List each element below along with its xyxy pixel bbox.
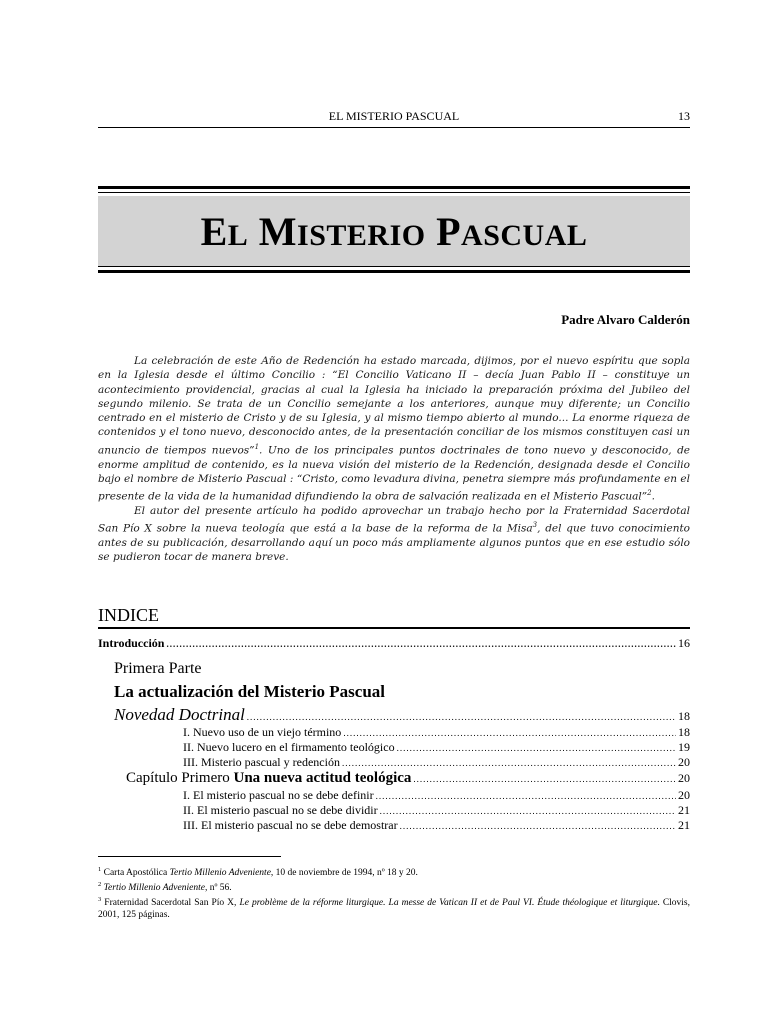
index-rule [98,627,690,629]
footnote-1: $^1$ Carta Apostólica Tertio Millenio Adveniente, 10 de noviembre de 1994, nº 18 y 20. [98,866,418,879]
abstract-paragraph: El autor del presente artículo ha podido aprovechar un trabajo hecho por la Fraternidad Sacerdotal San Pío X sobre la nueva teología que está a la base de la reforma de la Misa$^3$, del que tuvo conocimiento antes de su publicación, desarrollando aquí un poco más ampliamente algunos puntos que en ese estudio sólo se pudieron tocar de manera breve. [98,504,690,564]
index-heading: INDICE [98,605,159,625]
part-subtitle: La actualización del Misterio Pascual [114,682,386,701]
toc-label: II. El misterio pascual no se debe dividir [183,803,378,817]
toc-label: III. Misterio pascual y redención [183,755,340,769]
toc-label: I. Nuevo uso de un viejo término [183,725,342,739]
toc-page: 20 [678,755,690,769]
running-title: EL MISTERIO PASCUAL [328,109,460,123]
page-number: 13 [678,109,690,123]
title-rule-top-thick [98,186,690,189]
footnote-rule [98,856,281,857]
footnote-3: $^3$ Fraternidad Sacerdotal San Pío X, Le problème de la réforme liturgique. La messe de Vatican II et de Paul VI. Étude théologique et liturgique. Clovis, 2001, 125 páginas. [98,896,691,921]
toc-page: 21 [678,818,690,832]
footnote-ref: 1 [254,442,260,451]
toc-page: 21 [678,803,690,817]
toc-page: 19 [678,740,690,754]
toc-label: III. El misterio pascual no se debe demostrar [183,818,398,832]
toc-page: 18 [678,709,690,723]
abstract-paragraph: La celebración de este Año de Redención ha estado marcada, dijimos, por el nuevo espíritu que sopla en la Iglesia desde el último Concilio : “El Concilio Vaticano II – decía Juan Pablo II – constituye un acontecimiento providencial, gracias al cual la Iglesia ha iniciado la preparación próxima del Jubileo del segundo milenio. Se trata de un Concilio semejante a los anteriores, aunque muy diferente; un Concilio centrado en el misterio de Cristo y de su Iglesia, y al mismo tiempo abierto al mundo... La enorme riqueza de contenidos y el tono nuevo, desconocido antes, de la presentación conciliar de los mismos constituyen casi un anuncio de tiempos nuevos”$^1$. Uno de los principales puntos doctrinales de tono nuevo y desconocido, de enorme amplitud de contenido, es la nueva visión del misterio de la Redención, designada desde el Concilio bajo el nombre de Misterio Pascual : “Cristo, como levadura divina, penetra siempre más profundamente en el presente de la vida de la humanidad difundiendo la obra de salvación realizada en el Misterio Pascual”$^2$. [98,355,691,503]
part-title: Primera Parte [114,660,202,677]
toc-page: 20 [678,771,690,785]
article-title: EL MISTERIO PASCUAL [200,208,588,254]
footnote-ref: 2 [647,489,652,498]
toc-entry[interactable] [183,755,690,770]
toc-entry-intro[interactable] [98,636,690,651]
toc-label: Introducción [98,636,165,650]
footnotes [98,864,690,921]
abstract [98,354,690,565]
toc-entry[interactable] [183,803,690,818]
toc-entry[interactable] [183,725,690,740]
toc-label: Capítulo Primero Una nueva actitud teológica [126,770,412,786]
author-name: Padre Alvaro Calderón [561,312,690,327]
header-rule [98,127,690,128]
toc-entry[interactable] [183,740,690,755]
title-banner [98,196,690,266]
title-rule-bottom-thick [98,270,690,273]
toc-entry[interactable] [183,788,690,803]
toc-entry[interactable] [183,818,690,833]
running-header [98,109,690,125]
footnote-2: $^2$ Tertio Millenio Adveniente, nº 56. [98,881,232,894]
toc-page: 18 [678,725,690,739]
title-rule-top-thin [98,192,690,193]
toc-entry-section[interactable] [114,705,690,725]
footnote-ref: 3 [532,521,538,530]
toc-label: Novedad Doctrinal [114,705,245,724]
title-rule-bottom-thin [98,266,690,267]
toc-label: I. El misterio pascual no se debe definir [183,788,374,802]
toc-label: II. Nuevo lucero en el firmamento teológico [183,740,395,754]
toc-page: 20 [678,788,690,802]
toc-entry-chapter[interactable] [126,770,690,787]
toc-page: 16 [678,636,690,650]
